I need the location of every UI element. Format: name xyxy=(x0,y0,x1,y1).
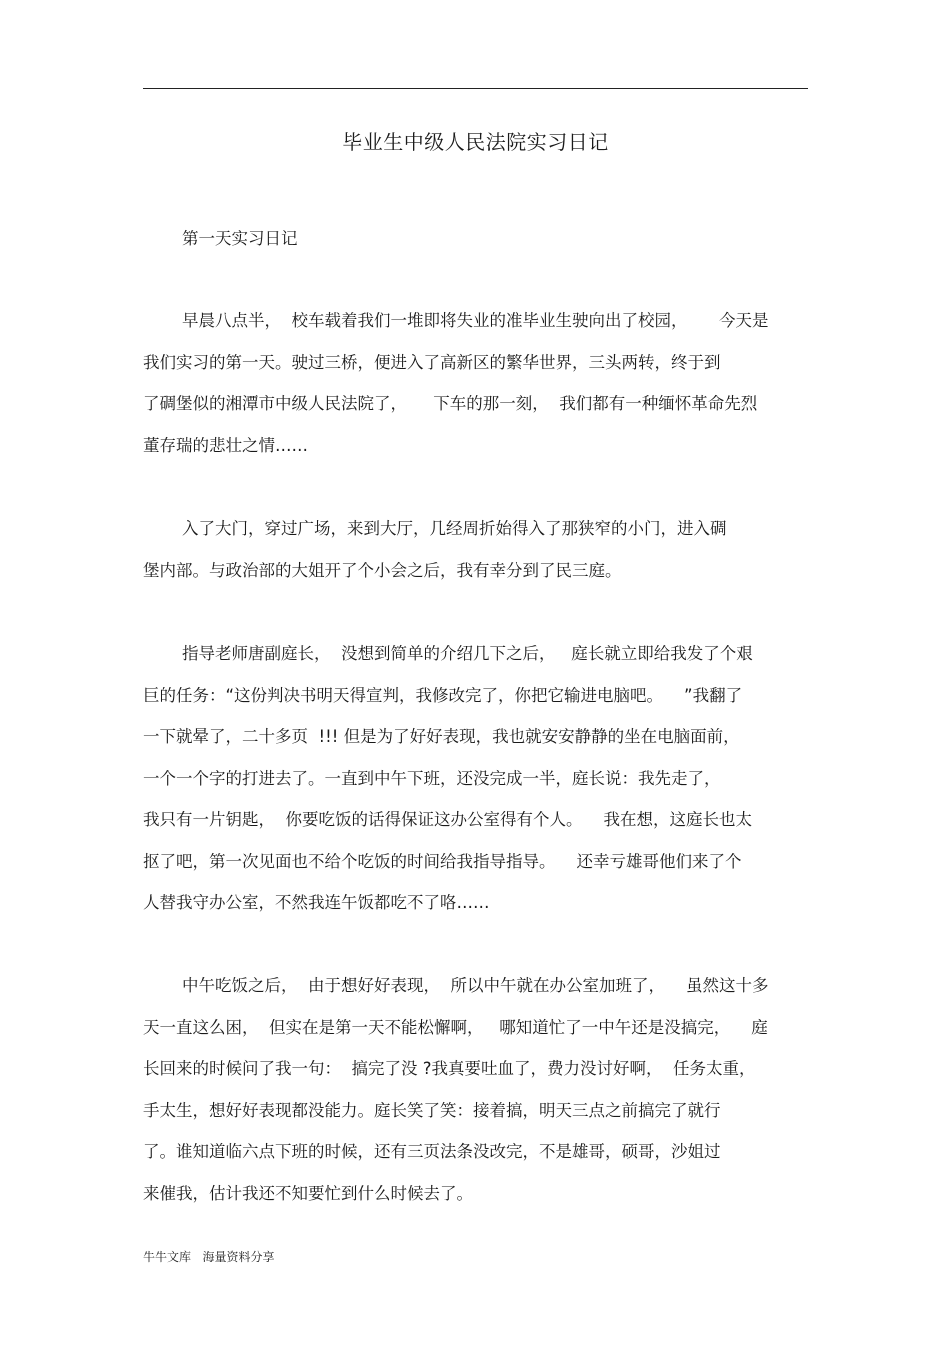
paragraph-line: 了碉堡似的湘潭市中级人民法院了， 下车的那一刻， 我们都有一种缅怀革命先烈 xyxy=(143,394,758,413)
paragraph-line: 人替我守办公室，不然我连午饭都吃不了咯…… xyxy=(143,893,490,912)
paragraph-line: 堡内部。与政治部的大姐开了个小会之后，我有幸分到了民三庭。 xyxy=(143,560,622,580)
paragraph-3 xyxy=(143,633,813,924)
paragraph-line: 早晨八点半， 校车载着我们一堆即将失业的准毕业生驶向出了校园， 今天是 xyxy=(182,311,769,330)
paragraph-line: 董存瑞的悲壮之情…… xyxy=(143,435,308,455)
paragraph-line: 中午吃饭之后， 由于想好好表现， 所以中午就在办公室加班了， 虽然这十多 xyxy=(182,976,769,995)
document-title: 毕业生中级人民法院实习日记 xyxy=(342,130,609,154)
paragraph-line: 长回来的时候问了我一句： 搞完了没 ?我真要吐血了，费力没讨好啊， 任务太重， xyxy=(143,1059,756,1078)
paragraph-line: 天一直这么困， 但实在是第一天不能松懈啊， 哪知道忙了一中午还是没搞完， 庭 xyxy=(143,1017,768,1037)
paragraph-line: 来催我，估计我还不知要忙到什么时候去了。 xyxy=(143,1183,473,1203)
paragraph-line: 一下就晕了，二十多页 !!! 但是为了好好表现，我也就安安静静的坐在电脑面前， xyxy=(143,727,740,746)
paragraph-2 xyxy=(143,508,813,591)
paragraph-line: 巨的任务：“这份判决书明天得宣判，我修改完了，你把它输进电脑吧。 ”我翻了 xyxy=(143,685,743,705)
section-heading: 第一天实习日记 xyxy=(182,229,298,248)
paragraph-line: 手太生，想好好表现都没能力。庭长笑了笑：接着搞，明天三点之前搞完了就行 xyxy=(143,1100,721,1120)
paragraph-line: 入了大门，穿过广场，来到大厅，几经周折始得入了那狭窄的小门，进入碉 xyxy=(182,519,727,538)
paragraph-line: 我们实习的第一天。驶过三桥，便进入了高新区的繁华世界，三头两转，终于到 xyxy=(143,352,721,372)
header-rule xyxy=(143,88,808,89)
paragraph-line: 指导老师唐副庭长， 没想到简单的介绍几下之后， 庭长就立即给我发了个艰 xyxy=(182,644,753,663)
paragraph-4 xyxy=(143,965,813,1214)
paragraph-line: 了。谁知道临六点下班的时候，还有三页法条没改完，不是雄哥，硕哥，沙姐过 xyxy=(143,1142,721,1161)
paragraph-line: 我只有一片钥匙， 你要吃饭的话得保证这办公室得有个人。 我在想，这庭长也太 xyxy=(143,810,752,829)
paragraph-line: 抠了吧，第一次见面也不给个吃饭的时间给我指导指导。 还幸亏雄哥他们来了个 xyxy=(143,851,742,871)
paragraph-1 xyxy=(143,300,813,466)
footer-text: 牛牛文库 海量资料分享 xyxy=(143,1250,275,1264)
paragraph-line: 一个一个字的打进去了。一直到中午下班，还没完成一半，庭长说：我先走了， xyxy=(143,768,721,788)
